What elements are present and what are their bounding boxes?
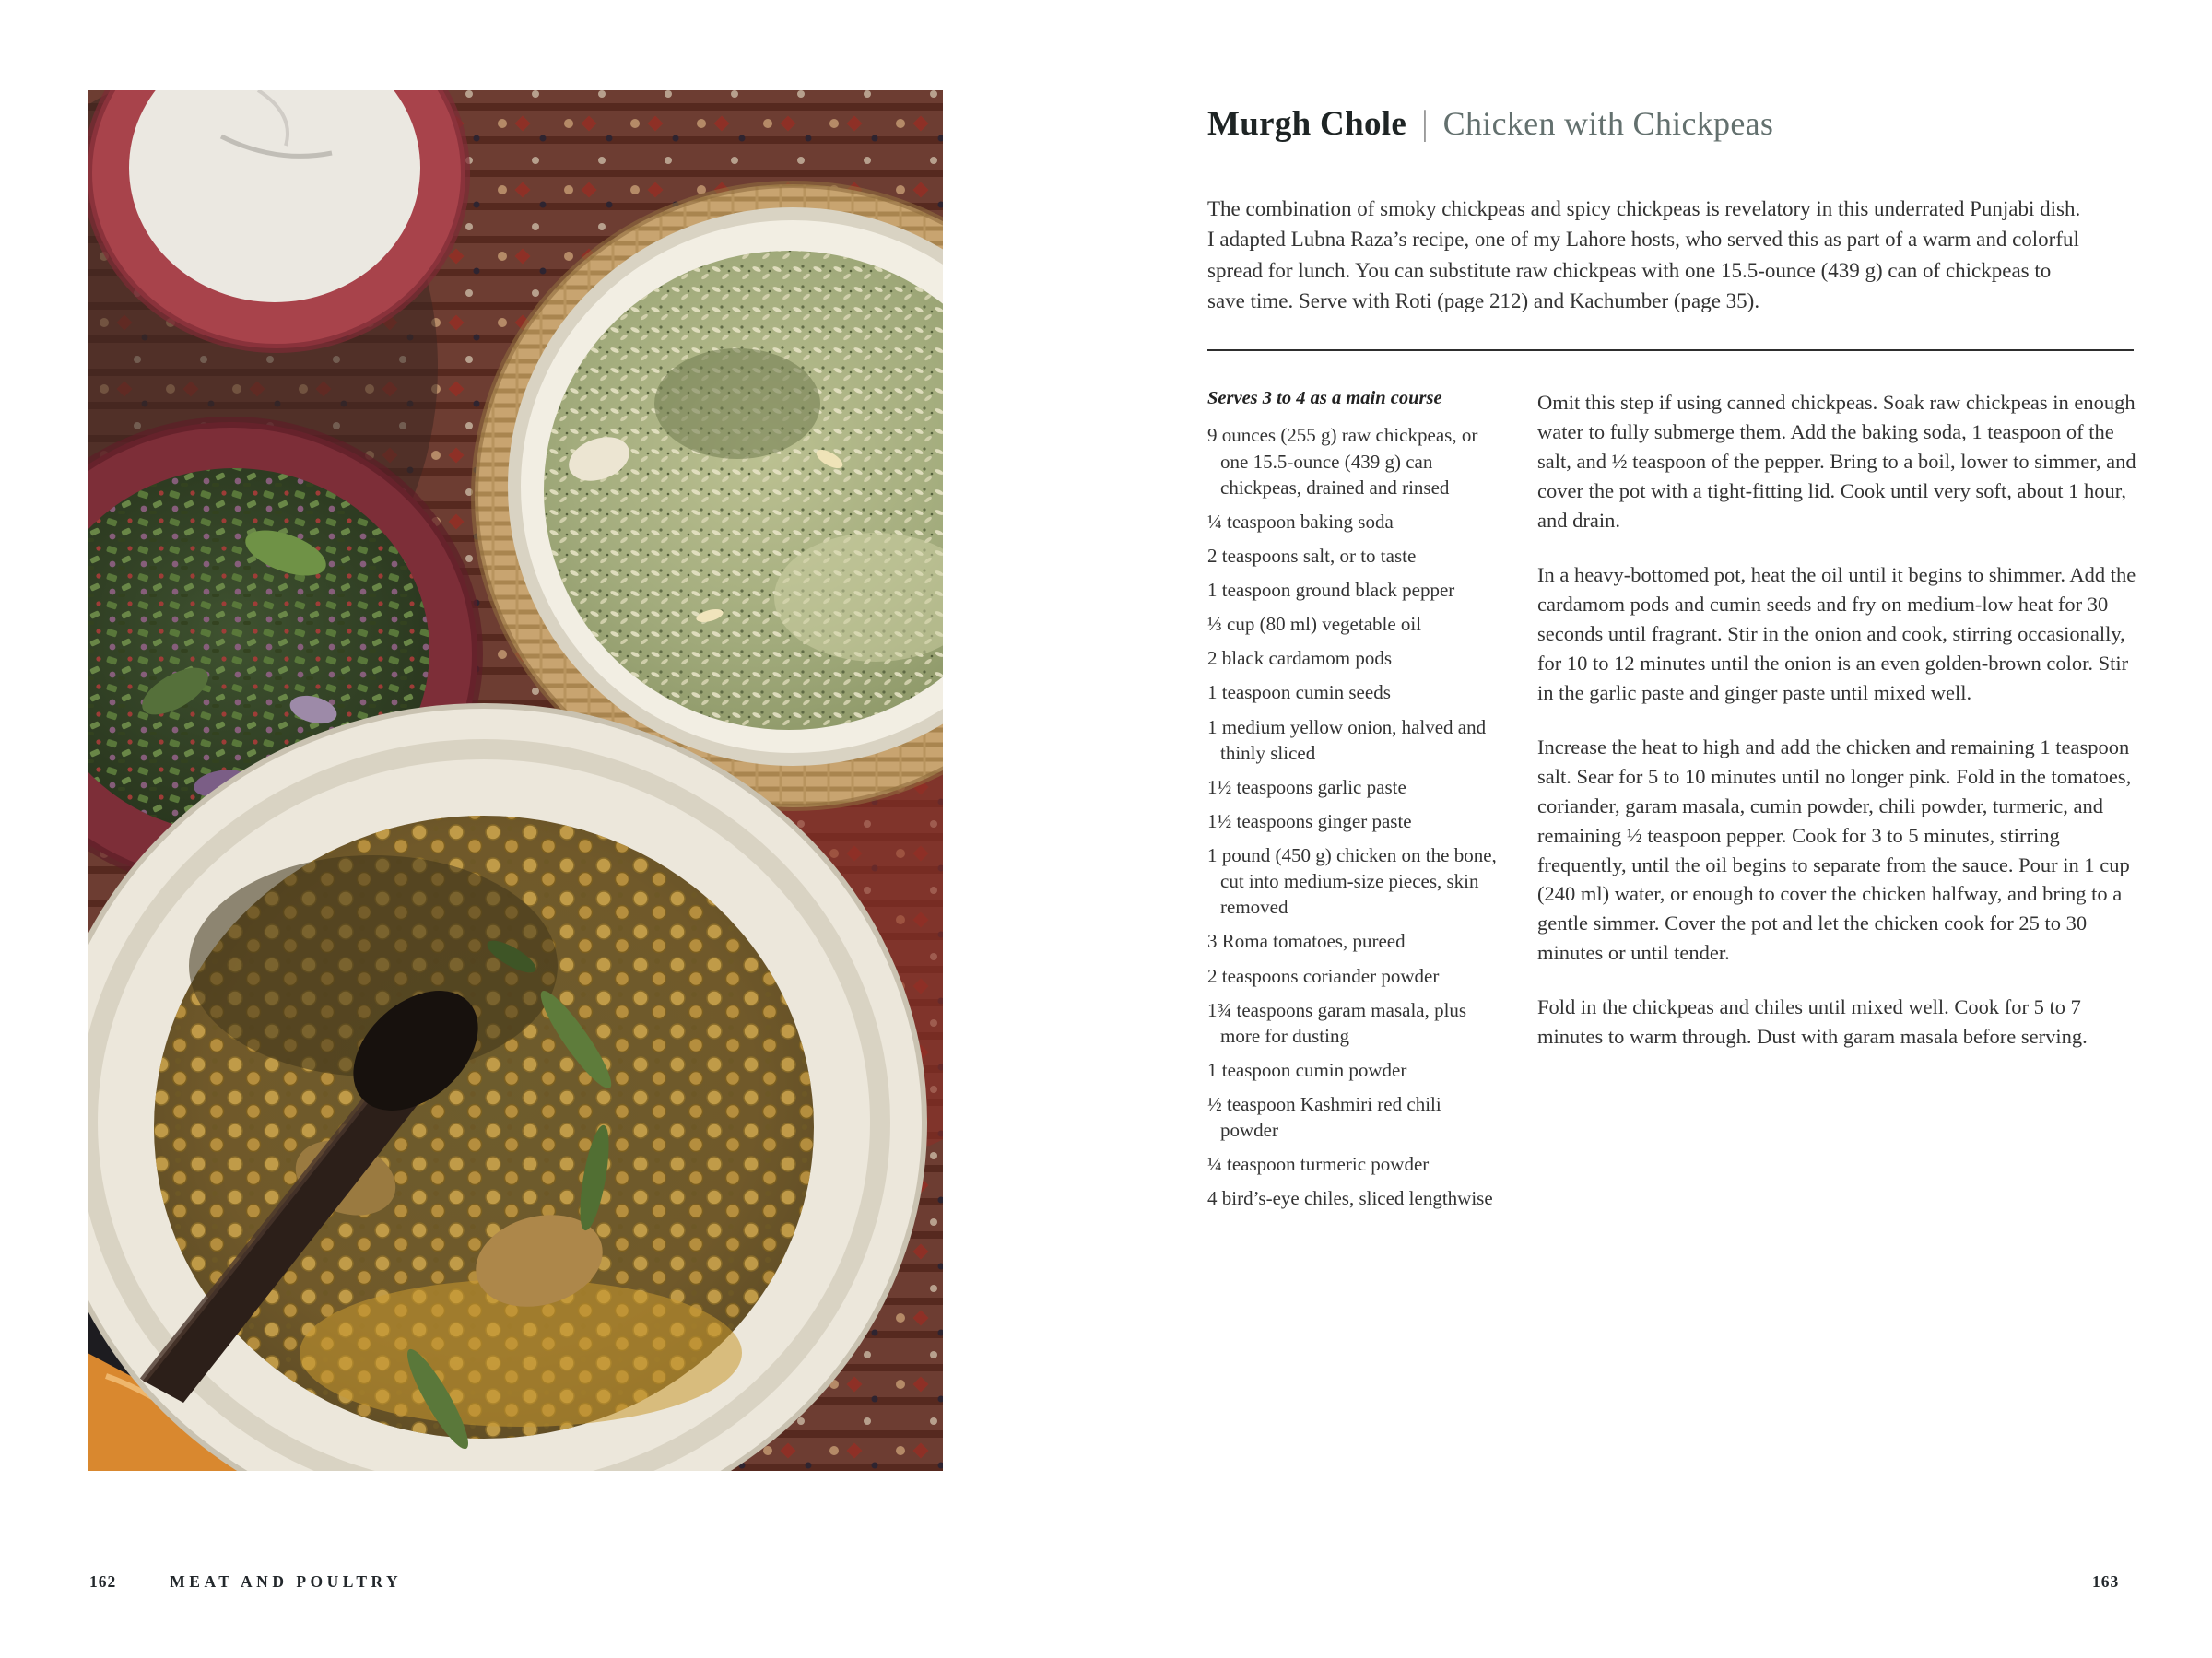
serves-note: Serves 3 to 4 as a main course — [1207, 388, 1442, 409]
section-title: MEAT AND POULTRY — [170, 1572, 403, 1591]
ingredient-item: ¼ teaspoon turmeric powder — [1207, 1153, 1430, 1176]
recipe-title-transliteration: Murgh Chole — [1207, 105, 1407, 143]
method-step: Increase the heat to high and add the chicken and remaining 1 teaspoon salt. Sear for 5 to 10 minutes until no longer pink. Fold in the tomatoes, coriander, garam masala, cumin powder, chili powder, turmeric, and remaining ½ teaspoon pepper. Cook for 3 to 5 minutes, stirring frequently, until the oil begins to separate from the sauce. Pour in 1 cup (240 ml) water, or enough to cover the chicken halfway, and bring to a gentle simmer. Cover the pot and let the chicken cook for 25 to 30 minutes or until tender. — [1537, 735, 2132, 965]
ingredient-item: 1 pound (450 g) chicken on the bone, cut into medium-size pieces, skin removed — [1207, 844, 1497, 919]
method-step: Fold in the chickpeas and chiles until mixed well. Cook for 5 to 7 minutes to warm through. Dust with garam masala before serving. — [1537, 995, 2088, 1049]
ingredient-item: 1 teaspoon cumin powder — [1207, 1058, 1407, 1081]
divider-rule — [1207, 349, 2134, 351]
ingredient-item: 1 teaspoon ground black pepper — [1207, 579, 1455, 601]
ingredient-item: 2 black cardamom pods — [1207, 647, 1393, 670]
recipe-intro: The combination of smoky chickpeas and spicy chickpeas is revelatory in this underrated Punjabi dish. I adapted Lubna Raza’s recipe, one of my Lahore hosts, who served this as part of a warm and colorful spread for lunch. You can substitute raw chickpeas with one 15.5-ounce (439 g) can of chickpeas to save time. Serve with Roti (page 212) and Kachumber (page 35). — [1207, 197, 2081, 313]
recipe-title-english: Chicken with Chickpeas — [1442, 105, 1774, 142]
food-photo — [88, 90, 943, 1471]
ingredient-item: ½ teaspoon Kashmiri red chili powder — [1207, 1093, 1441, 1142]
page-number-left: 162 — [89, 1572, 117, 1591]
ingredient-item: 2 teaspoons coriander powder — [1207, 964, 1440, 987]
method-step: In a heavy-bottomed pot, heat the oil until it begins to shimmer. Add the cardamom pods and cumin seeds and fry on medium-low heat for 30 seconds until fragrant. Stir in the onion and cook, stirring occasionally, for 10 to 12 minutes until the onion is an even golden-brown color. Stir in the garlic paste and ginger paste until mixed well. — [1537, 563, 2136, 704]
ingredients-list — [1207, 422, 1500, 1211]
ingredient-item: 9 ounces (255 g) raw chickpeas, or one 15.5-ounce (439 g) can chickpeas, drained and rinsed — [1207, 424, 1478, 499]
page-number-right: 163 — [2092, 1572, 2120, 1591]
footer-left — [89, 1572, 402, 1592]
ingredients-column — [1207, 388, 1500, 1219]
recipe-columns — [1207, 388, 2138, 1219]
ingredient-item: 2 teaspoons salt, or to taste — [1207, 544, 1417, 567]
ingredient-item: 4 bird’s-eye chiles, sliced lengthwise — [1207, 1187, 1493, 1210]
page-title — [1207, 103, 2138, 144]
ingredient-item: 1¾ teaspoons garam masala, plus more for dusting — [1207, 998, 1467, 1047]
ingredient-item: ⅓ cup (80 ml) vegetable oil — [1207, 613, 1422, 636]
title-divider: | — [1421, 104, 1429, 143]
method-column — [1537, 388, 2141, 1219]
ingredient-item: 1½ teaspoons ginger paste — [1207, 809, 1412, 832]
ingredient-item: 1½ teaspoons garlic paste — [1207, 775, 1406, 798]
ingredient-item: 1 teaspoon cumin seeds — [1207, 681, 1391, 704]
food-photo-illustration — [88, 90, 943, 1471]
recipe-page — [1207, 103, 2138, 1220]
ingredient-item: 1 medium yellow onion, halved and thinly sliced — [1207, 715, 1487, 764]
ingredient-item: ¼ teaspoon baking soda — [1207, 510, 1394, 533]
method-step: Omit this step if using canned chickpeas. Soak raw chickpeas in enough water to fully submerge them. Add the baking soda, 1 teaspoon of the salt, and ½ teaspoon of the pepper. Bring to a boil, lower to simmer, and cover the pot with a tight-fitting lid. Cook until very soft, about 1 hour, and drain. — [1537, 391, 2136, 533]
ingredient-item: 3 Roma tomatoes, pureed — [1207, 930, 1406, 953]
